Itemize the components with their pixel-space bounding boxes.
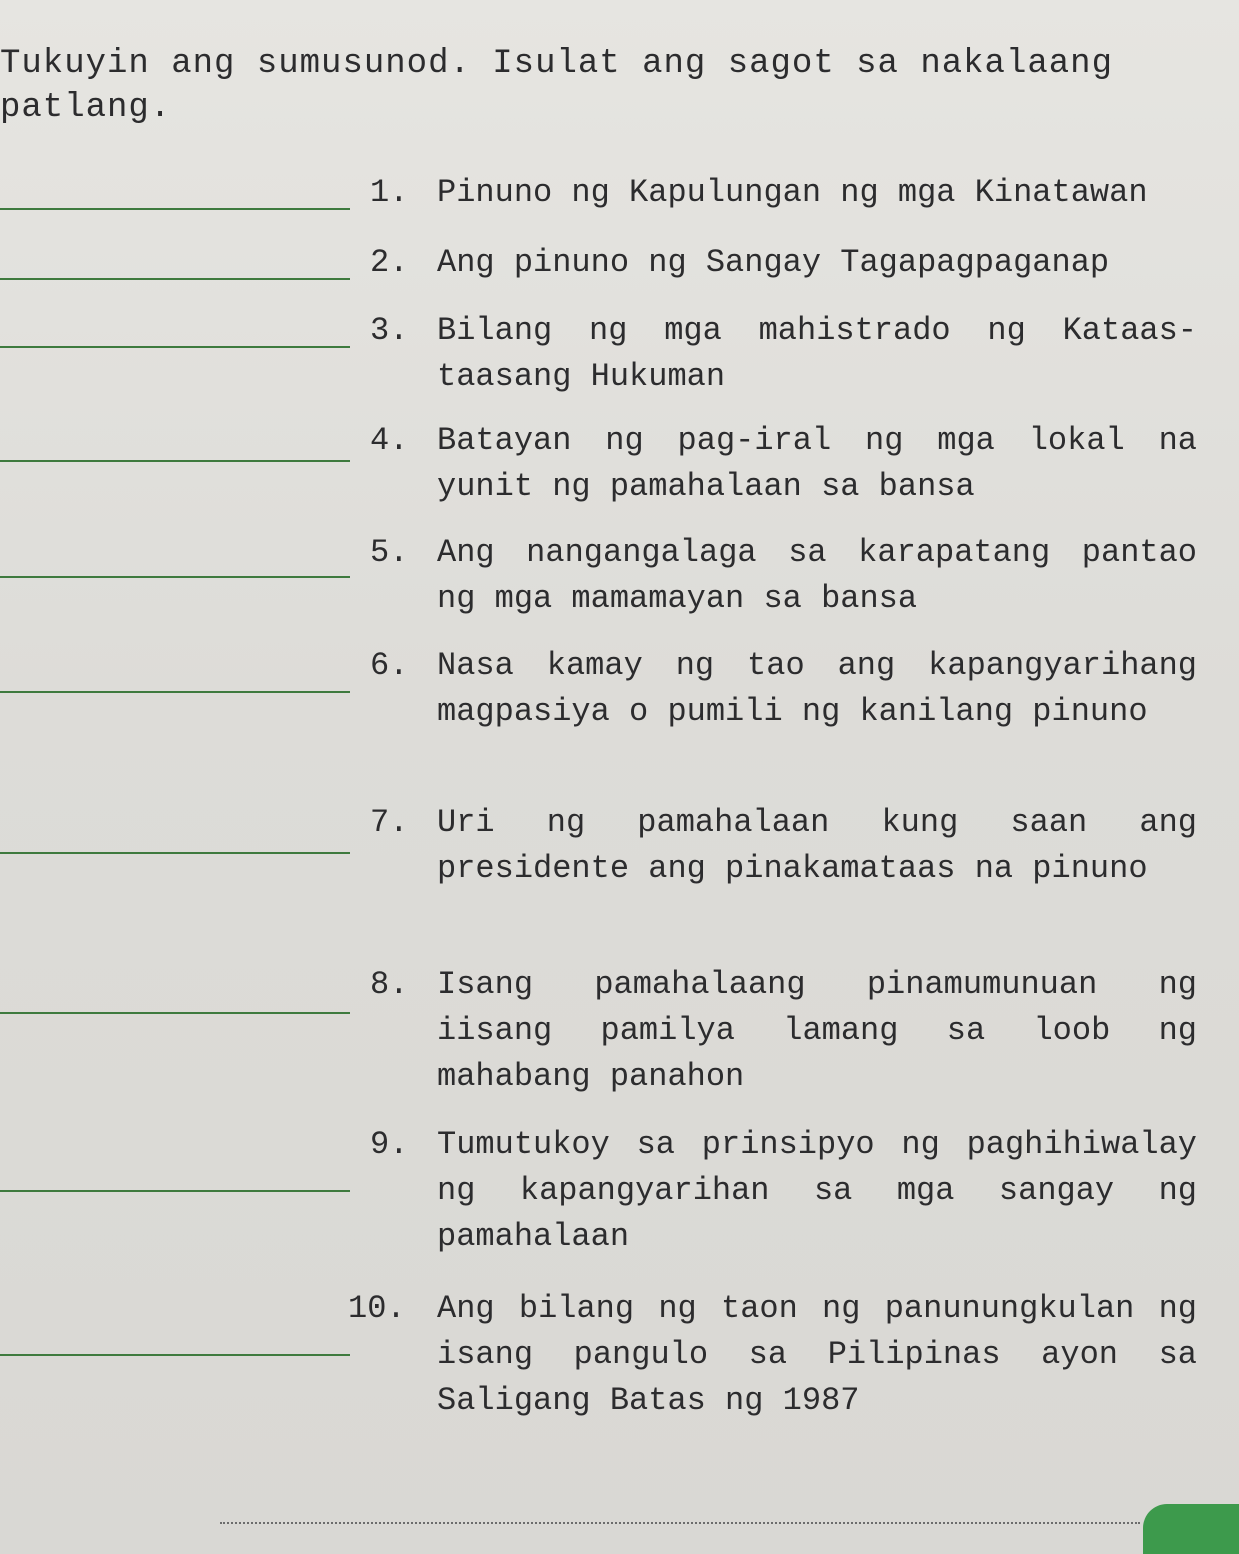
question-number: 2. [370, 244, 409, 281]
question-text: Pinuno ng Kapulungan ng mga Kinatawan [437, 174, 1148, 211]
instructions: Tukuyin ang sumusunod. Isulat ang sagot sa nakalaang patlang. [0, 45, 1113, 127]
answer-blank[interactable] [0, 852, 350, 854]
question-number: 8. [370, 966, 409, 1003]
question-text: Bilang ng mga mahistrado ng Kataas-taasang Hukuman [437, 312, 1197, 395]
answer-blank[interactable] [0, 346, 350, 348]
answer-blank[interactable] [0, 278, 350, 280]
answer-blank[interactable] [0, 1354, 350, 1356]
question-text: Batayan ng pag-iral ng mga lokal na yunit ng pamahalaan sa bansa [437, 422, 1197, 505]
question-text: Ang pinuno ng Sangay Tagapagpaganap [437, 244, 1110, 281]
question-text: Uri ng pamahalaan kung saan ang presidente ang pinakamataas na pinuno [437, 804, 1197, 887]
question-text: Ang bilang ng taon ng panunungkulan ng isang pangulo sa Pilipinas ayon sa Saligang Batas ng 1987 [437, 1290, 1197, 1419]
question-number: 4. [370, 422, 409, 459]
question-number: 5. [370, 534, 409, 571]
question-number: 7. [370, 804, 409, 841]
footer-divider [220, 1522, 1140, 1524]
answer-blank[interactable] [0, 460, 350, 462]
question-text: Tumutukoy sa prinsipyo ng paghihiwalay ng kapangyarihan sa mga sangay ng pamahalaan [437, 1126, 1197, 1255]
question-number: 9. [370, 1126, 409, 1163]
question-text: Isang pamahalaang pinamumunuan ng iisang pamilya lamang sa loob ng mahabang panahon [437, 966, 1197, 1095]
question-number: 6. [370, 647, 409, 684]
page-corner-tab [1143, 1504, 1239, 1554]
answer-blank[interactable] [0, 691, 350, 693]
answer-blank[interactable] [0, 1012, 350, 1014]
question-text: Nasa kamay ng tao ang kapangyarihang magpasiya o pumili ng kanilang pinuno [437, 647, 1197, 730]
question-text: Ang nangangalaga sa karapatang pantao ng mga mamamayan sa bansa [437, 534, 1197, 617]
answer-blank[interactable] [0, 208, 350, 210]
question-number: 1. [370, 174, 409, 211]
answer-blank[interactable] [0, 576, 350, 578]
answer-blank[interactable] [0, 1190, 350, 1192]
question-number: 3. [370, 312, 409, 349]
question-number: 10. [348, 1290, 406, 1327]
